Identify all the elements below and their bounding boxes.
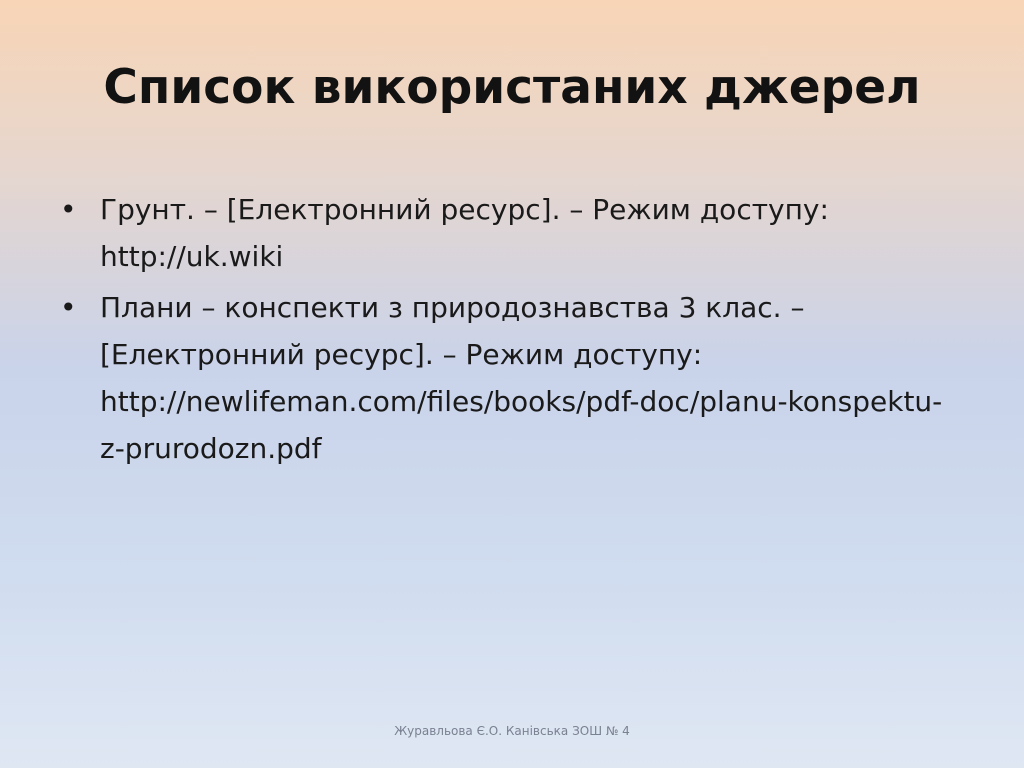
sources-list xyxy=(56,186,956,476)
bullet-icon: • xyxy=(60,291,77,324)
list-item xyxy=(56,186,956,280)
slide-footer: Журавльова Є.О. Канівська ЗОШ № 4 xyxy=(394,724,630,738)
slide-title: Список використаних джерел xyxy=(103,60,921,115)
bullet-icon: • xyxy=(60,193,77,226)
source-text: Плани – конспекти з природознавства 3 клас. – [Електронний ресурс]. – Режим доступу: http://newlifeman.com/files/books/pdf-doc/planu-konspektu-z-prurodozn.pdf xyxy=(100,291,943,465)
list-item xyxy=(56,284,956,472)
source-text: Грунт. – [Електронний ресурс]. – Режим доступу: http://uk.wiki xyxy=(100,193,829,273)
